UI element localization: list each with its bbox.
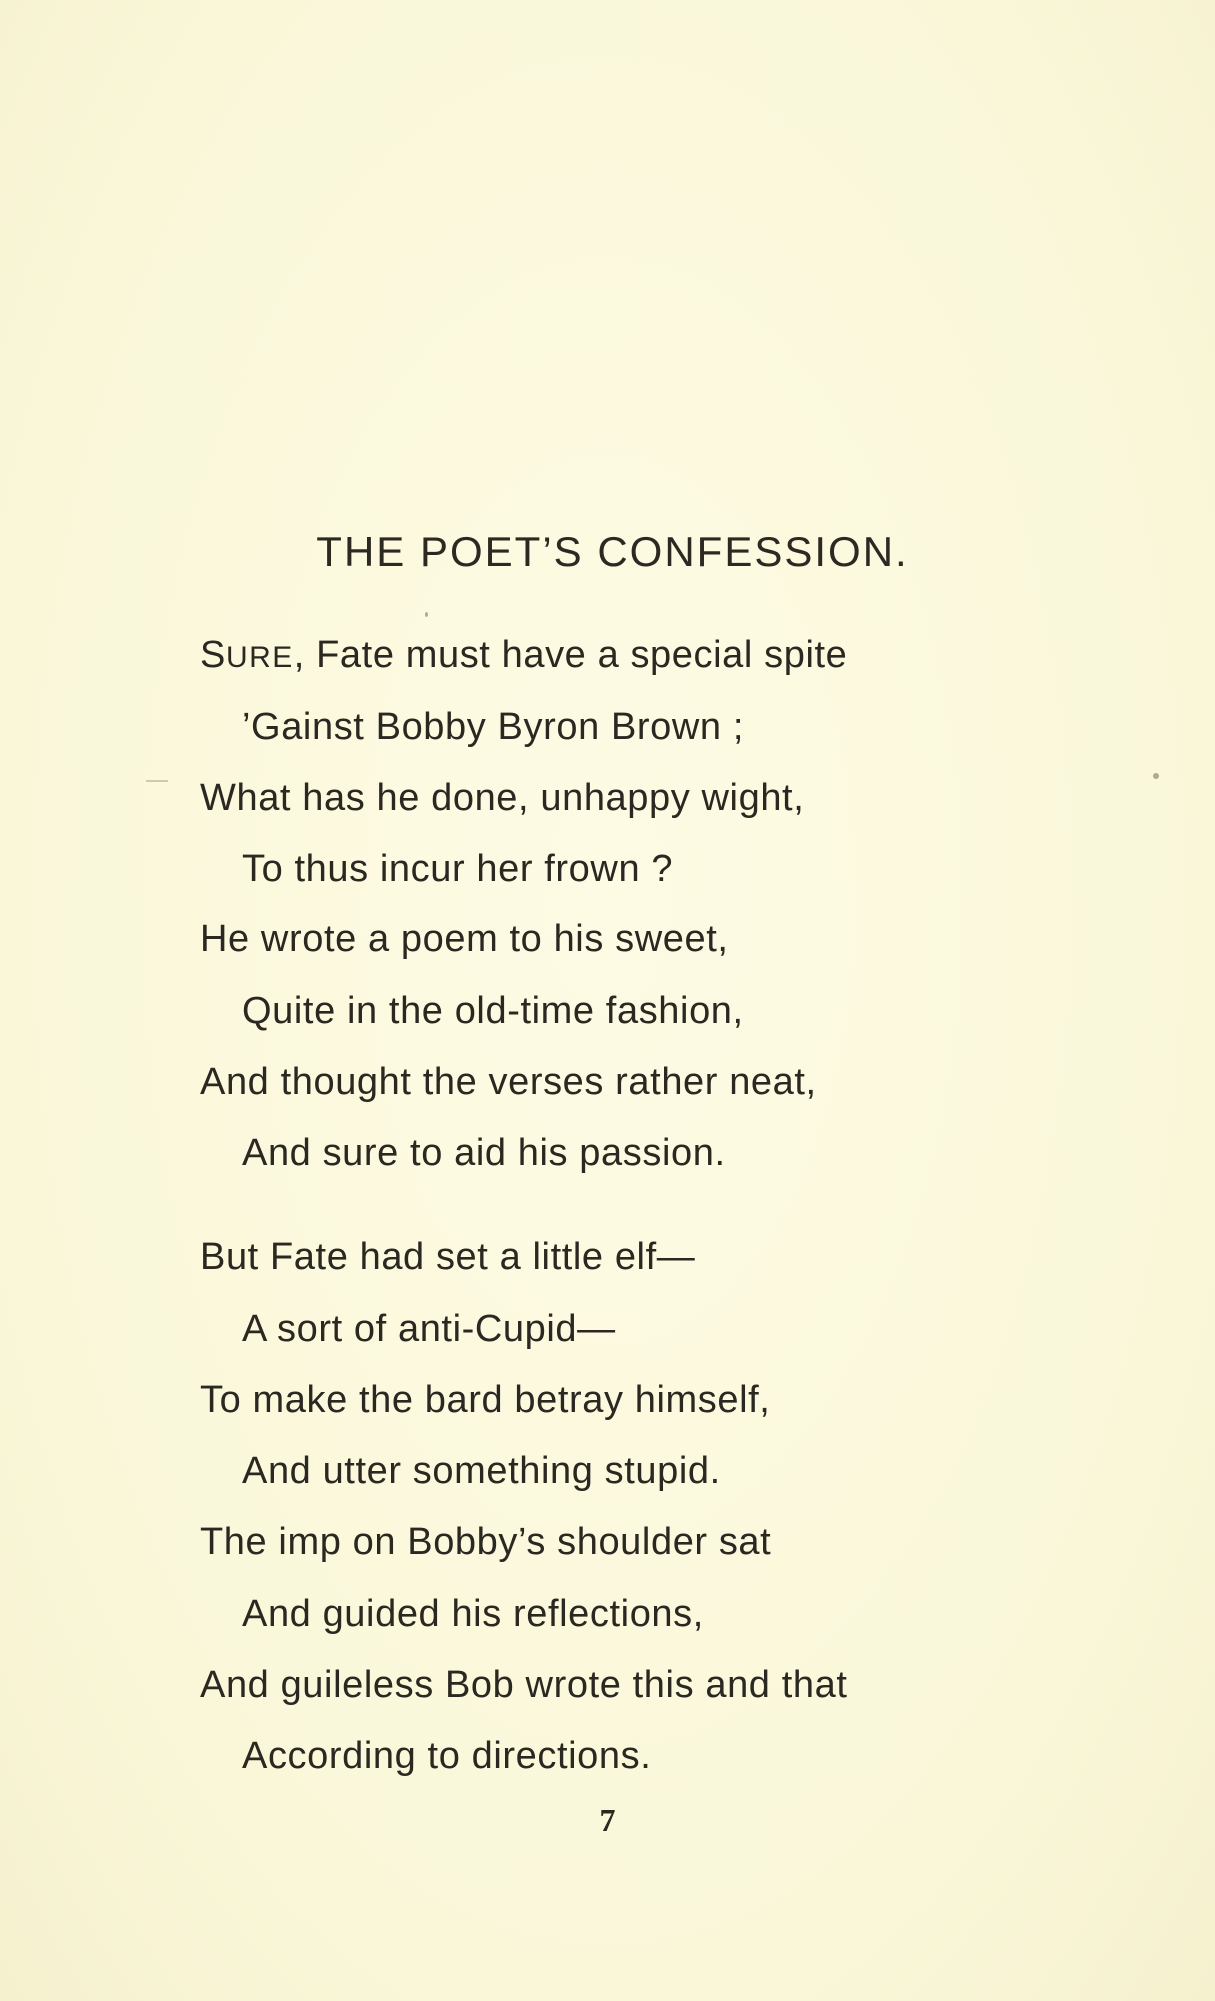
- poem-line: And guileless Bob wrote this and that: [200, 1664, 848, 1706]
- paper-speck: [1153, 773, 1159, 779]
- poem-line: According to directions.: [242, 1735, 652, 1777]
- poem-line: To thus incur her frown ?: [242, 848, 674, 890]
- poem-line: Quite in the old-time fashion,: [242, 990, 744, 1032]
- poem-title: THE POET’S CONFESSION.: [316, 528, 909, 575]
- poem-line: And guided his reflections,: [242, 1593, 704, 1635]
- poem-line: A sort of anti-Cupid—: [242, 1308, 616, 1350]
- poem-line: And utter something stupid.: [242, 1450, 721, 1492]
- poem-line: What has he done, unhappy wight,: [200, 777, 805, 819]
- paper-speck: [425, 612, 428, 617]
- poem-line: To make the bard betray himself,: [200, 1379, 771, 1421]
- poem-line: SURE, Fate must have a special spite: [200, 634, 848, 676]
- poem-line: ’Gainst Bobby Byron Brown ;: [242, 706, 744, 748]
- poem-line: He wrote a poem to his sweet,: [200, 918, 729, 960]
- paper-mark: [146, 780, 168, 782]
- poem-line: But Fate had set a little elf—: [200, 1236, 696, 1278]
- poem-line: And sure to aid his passion.: [242, 1132, 726, 1174]
- poem-line: The imp on Bobby’s shoulder sat: [200, 1521, 772, 1563]
- page-number: 7: [599, 1802, 616, 1838]
- poem-line: And thought the verses rather neat,: [200, 1061, 817, 1103]
